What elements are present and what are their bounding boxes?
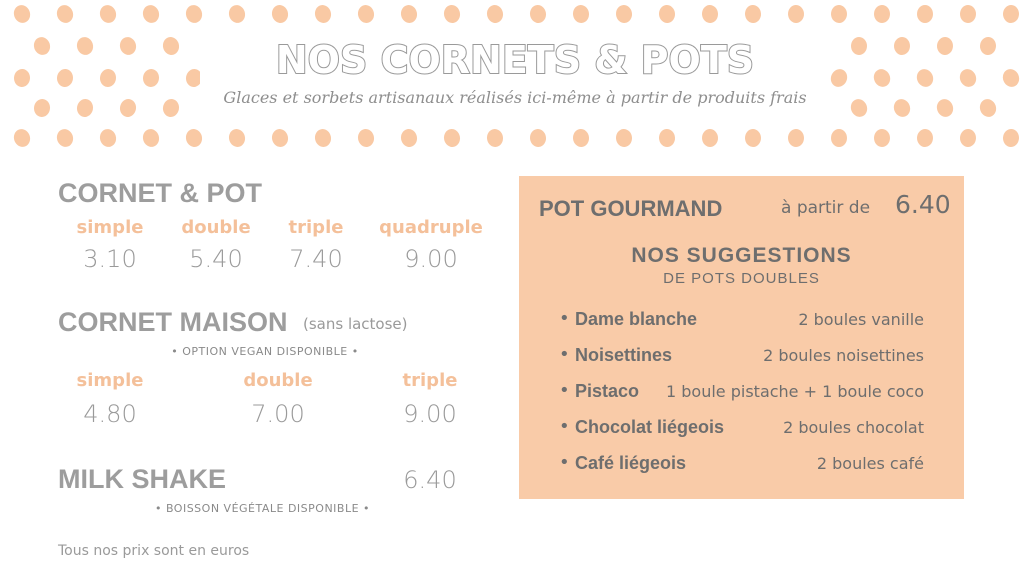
panel-title: POT GOURMAND: [539, 196, 723, 221]
decorative-dot: [32, 35, 53, 57]
decorative-dot: [400, 128, 419, 149]
size-label: simple: [76, 217, 144, 238]
list-item: [559, 380, 924, 406]
decorative-dot: [1002, 128, 1019, 147]
bullet-icon: •: [559, 308, 570, 329]
decorative-dot: [161, 35, 181, 57]
decorative-dot: [871, 66, 893, 89]
price: 9.00: [403, 400, 457, 428]
size-label: triple: [288, 217, 344, 238]
footer-note: Tous nos prix sont en euros: [58, 543, 250, 559]
decorative-dot: [33, 98, 51, 118]
decorative-dot: [98, 3, 119, 25]
price: 7.40: [289, 245, 343, 273]
decorative-dot: [529, 4, 548, 24]
decorative-dot: [1003, 5, 1020, 24]
item-name: Pistaco: [575, 381, 640, 401]
decorative-dot: [701, 4, 719, 23]
item-description: 2 boules chocolat: [783, 418, 924, 437]
pot-gourmand-panel: [519, 176, 964, 499]
price: 7.00: [251, 400, 305, 428]
decorative-dot: [745, 129, 762, 148]
decorative-dot: [98, 127, 119, 149]
lactose-note: (sans lactose): [303, 315, 408, 333]
decorative-dot: [119, 98, 138, 119]
decorative-dot: [399, 4, 418, 25]
item-description: 2 boules noisettines: [763, 346, 924, 365]
decorative-dot: [977, 97, 998, 119]
decorative-dot: [356, 128, 375, 149]
vegetal-drink-note: • BOISSON VÉGÉTALE DISPONIBLE •: [154, 502, 371, 515]
vegan-option-note: • OPTION VEGAN DISPONIBLE •: [171, 345, 359, 358]
decorative-dot: [934, 97, 955, 120]
decorative-dot: [12, 127, 33, 149]
price: 4.80: [83, 400, 137, 428]
decorative-dot: [702, 129, 719, 148]
decorative-dot: [56, 68, 74, 88]
decorative-dot: [11, 3, 32, 26]
section-title-cornet-maison: CORNET MAISON: [58, 307, 288, 337]
page-title: NOS CORNETS & POTS: [275, 38, 755, 82]
price: 3.10: [83, 245, 137, 273]
decorative-dot: [658, 128, 675, 147]
decorative-dot: [356, 3, 376, 24]
item-name: Dame blanche: [575, 309, 698, 329]
decorative-dot: [161, 98, 180, 119]
item-description: 1 boule pistache + 1 boule coco: [666, 382, 924, 401]
decorative-dot: [788, 129, 804, 147]
decorative-dot: [917, 5, 933, 23]
decorative-dot: [76, 98, 95, 118]
decorative-dot: [744, 4, 761, 23]
suggestions-subtitle: DE POTS DOUBLES: [663, 270, 820, 287]
item-description: 2 boules café: [816, 454, 924, 473]
section-title-cornet-pot: CORNET & POT: [58, 178, 263, 208]
decorative-dot: [529, 128, 547, 148]
decorative-dot: [75, 35, 96, 57]
decorative-dot: [142, 68, 160, 88]
decorative-dot: [227, 127, 247, 148]
decorative-dot: [572, 4, 590, 24]
decorative-dot: [848, 97, 870, 120]
panel-price: 6.40: [895, 190, 951, 219]
decorative-dot: [572, 128, 590, 148]
decorative-dot: [957, 67, 979, 90]
decorative-dot: [141, 127, 161, 149]
decorative-dot: [270, 127, 290, 148]
decorative-dot: [979, 36, 996, 55]
list-item: [559, 452, 924, 478]
bullet-icon: •: [559, 452, 570, 473]
decorative-dot: [99, 68, 117, 88]
decorative-dot: [313, 3, 333, 24]
size-label: double: [181, 217, 251, 238]
size-label: quadruple: [379, 217, 483, 238]
decorative-dot: [960, 129, 977, 148]
decorative-dot: [828, 67, 850, 90]
decorative-dot: [851, 37, 867, 55]
bullet-icon: •: [559, 344, 570, 365]
decorative-dot: [270, 3, 290, 25]
decorative-dot: [615, 128, 633, 147]
decorative-dot: [914, 67, 936, 90]
decorative-dot: [874, 5, 890, 23]
decorative-dot: [831, 129, 847, 147]
item-name: Chocolat liégeois: [575, 417, 725, 437]
decorative-dot: [874, 129, 890, 147]
bullet-icon: •: [559, 416, 570, 437]
decorative-dot: [313, 128, 332, 149]
decorative-dot: [55, 127, 76, 149]
decorative-dot: [658, 4, 676, 24]
list-item: [559, 308, 924, 334]
decorative-dot: [184, 127, 204, 149]
suggestions-title: NOS SUGGESTIONS: [631, 244, 852, 267]
decorative-dot: [831, 5, 848, 24]
decorative-dot: [1000, 67, 1022, 90]
decorative-dot: [227, 3, 247, 25]
decorative-dot: [13, 68, 31, 87]
size-label: triple: [402, 370, 458, 391]
bullet-icon: •: [559, 380, 570, 401]
decorative-dot: [615, 4, 633, 24]
decorative-dot: [442, 4, 461, 25]
decorative-dot: [141, 3, 162, 25]
price: 6.40: [403, 466, 457, 494]
size-label: simple: [76, 370, 144, 391]
item-description: 2 boules vanille: [798, 310, 924, 329]
decorative-dot: [960, 5, 976, 23]
decorative-dot: [788, 5, 805, 24]
decorative-dot: [891, 97, 913, 120]
decorative-dot: [443, 128, 462, 148]
decorative-dot: [486, 128, 504, 148]
price: 9.00: [404, 245, 458, 273]
section-title-milk-shake: MILK SHAKE: [58, 464, 226, 494]
page-subtitle: Glaces et sorbets artisanaux réalisés ici-même à partir de produits frais: [223, 88, 807, 107]
item-name: Noisettines: [575, 345, 673, 365]
decorative-dot: [917, 129, 934, 148]
list-item: [559, 344, 924, 370]
price: 5.40: [189, 245, 243, 273]
decorative-dot: [184, 3, 205, 25]
item-name: Café liégeois: [575, 453, 687, 473]
list-item: [559, 416, 924, 442]
decorative-dot: [894, 37, 911, 56]
decorative-dot: [937, 37, 954, 56]
decorative-dot: [118, 35, 138, 57]
decorative-dot: [54, 3, 75, 25]
size-label: double: [243, 370, 313, 391]
decorative-dot: [486, 4, 505, 25]
from-label: à partir de: [781, 198, 871, 218]
